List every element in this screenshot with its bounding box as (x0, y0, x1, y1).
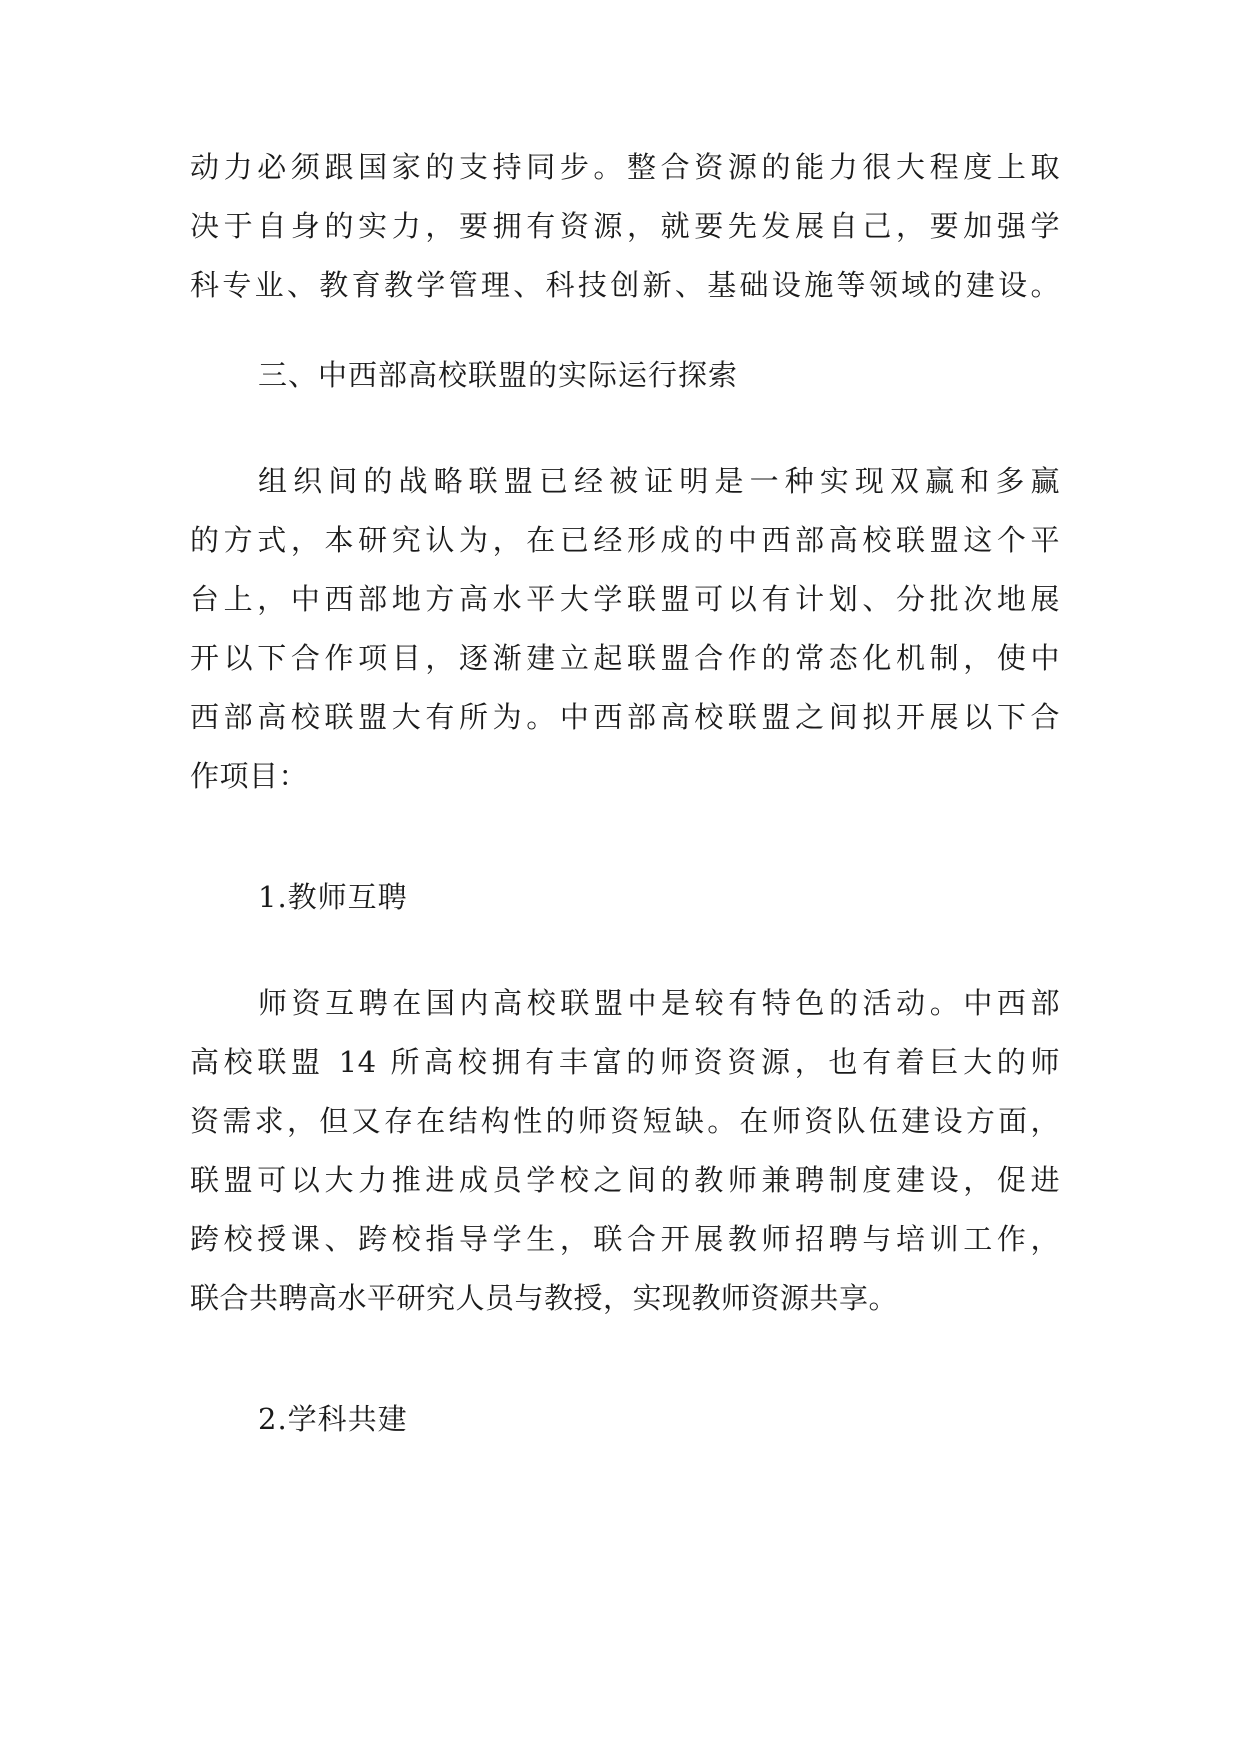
paragraph-resources (190, 138, 1060, 315)
text-line: 开以下合作项目，逐渐建立起联盟合作的常态化机制，使中 (190, 641, 1060, 675)
paragraph-teacher-exchange (190, 974, 1060, 1328)
text-line: 联盟可以大力推进成员学校之间的教师兼聘制度建设，促进 (190, 1163, 1060, 1197)
text-line: 组织间的战略联盟已经被证明是一种实现双赢和多赢 (258, 464, 1060, 498)
text-line: 科专业、教育教学管理、科技创新、基础设施等领域的建设。 (190, 268, 1060, 302)
paragraph-strategic-alliance (190, 452, 1060, 806)
text-line: 跨校授课、跨校指导学生，联合开展教师招聘与培训工作， (190, 1222, 1060, 1256)
text-line: 决于自身的实力，要拥有资源，就要先发展自己，要加强学 (190, 209, 1060, 243)
section-heading: 三、中西部高校联盟的实际运行探索 (258, 358, 739, 392)
text-line: 动力必须跟国家的支持同步。整合资源的能力很大程度上取 (190, 150, 1060, 184)
text-line: 的方式，本研究认为，在已经形成的中西部高校联盟这个平 (190, 523, 1060, 557)
text-line: 台上，中西部地方高水平大学联盟可以有计划、分批次地展 (190, 582, 1060, 616)
text-line: 西部高校联盟大有所为。中西部高校联盟之间拟开展以下合 (190, 700, 1060, 734)
text-line: 师资互聘在国内高校联盟中是较有特色的活动。中西部 (258, 986, 1060, 1020)
text-line: 高校联盟 14 所高校拥有丰富的师资资源，也有着巨大的师 (190, 1045, 1060, 1079)
item-heading: 1.教师互聘 (258, 880, 408, 914)
item-heading: 2.学科共建 (258, 1402, 408, 1436)
text-line: 资需求，但又存在结构性的师资短缺。在师资队伍建设方面， (190, 1104, 1060, 1138)
text-line: 作项目： (190, 759, 309, 793)
text-line: 联合共聘高水平研究人员与教授，实现教师资源共享。 (190, 1281, 899, 1315)
